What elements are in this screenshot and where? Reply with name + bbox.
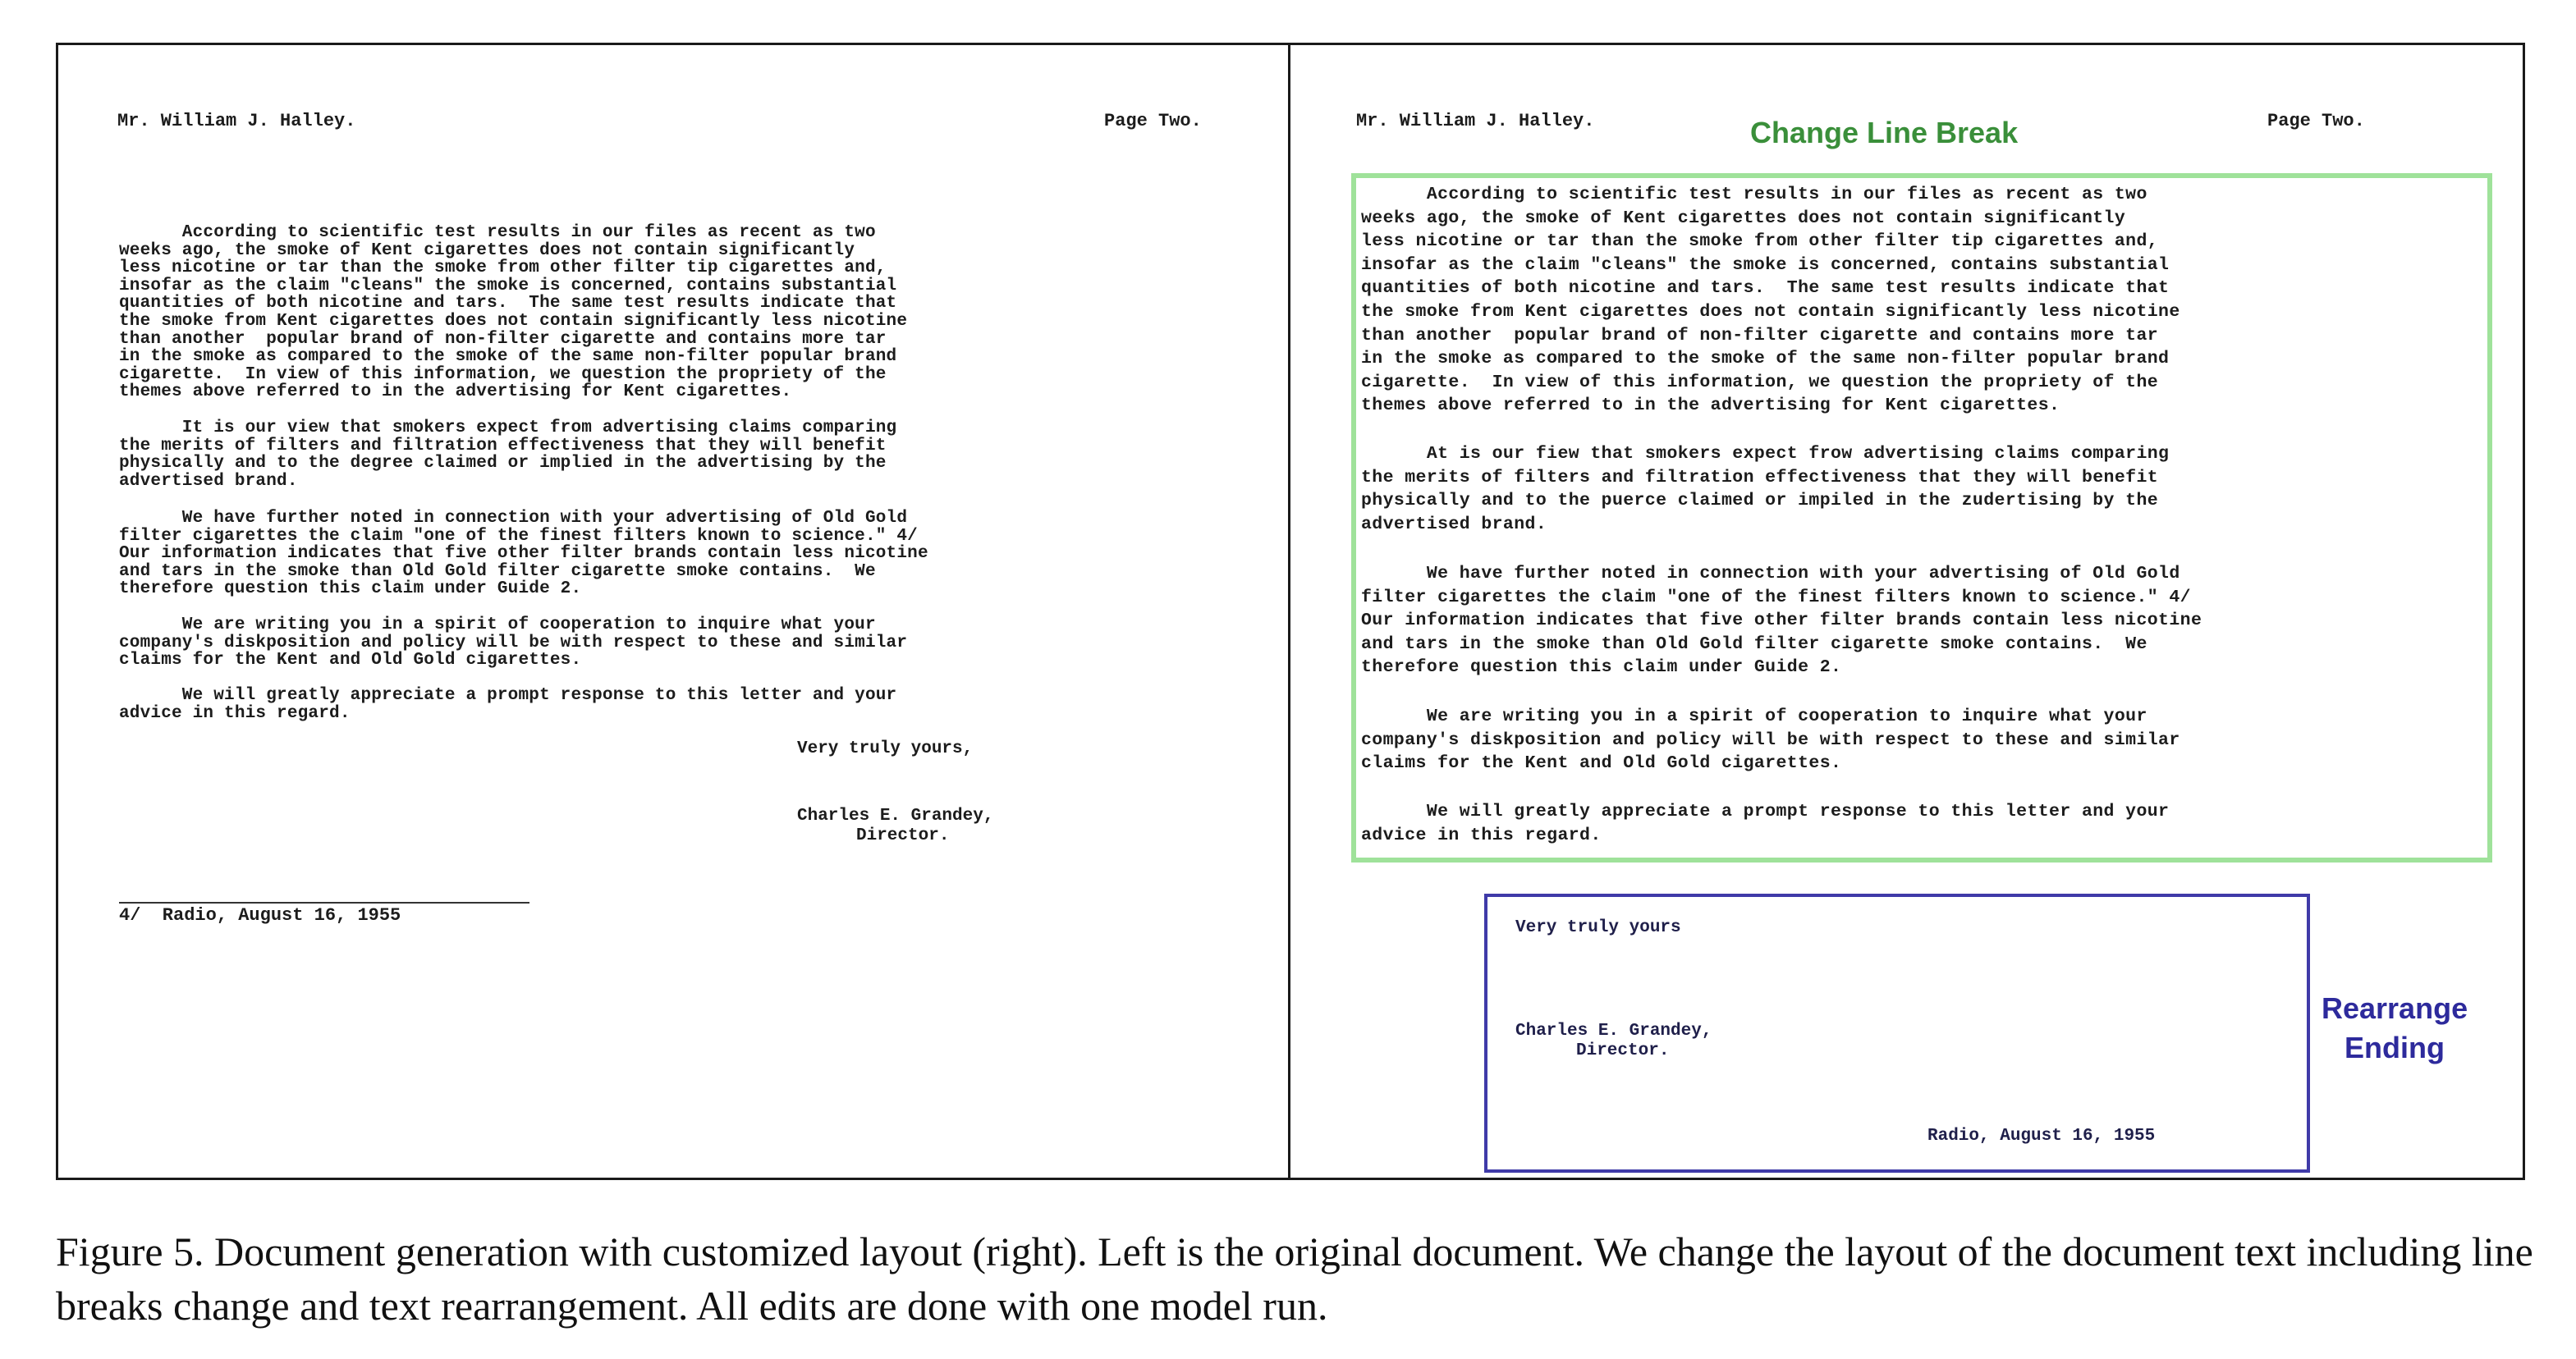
- right-paragraph-5: We will greatly appreciate a prompt response to this letter and your advice in this regard.: [1361, 802, 2170, 845]
- generated-document-panel: [1290, 45, 2523, 1178]
- figure-panels: [56, 43, 2525, 1180]
- right-footnote: Radio, August 16, 1955: [1927, 1127, 2156, 1146]
- left-paragraph-4: We are writing you in a spirit of cooperation to inquire what your company's diskposition and policy will be with respect to these and similar claims for the Kent and Old Gold cigarettes.: [119, 615, 908, 670]
- original-document-panel: [58, 45, 1290, 1178]
- right-header-page: Page Two.: [2267, 111, 2365, 131]
- rearrange-ending-label: Rearrange Ending: [2322, 991, 2468, 1064]
- left-paragraph-3: We have further noted in connection with your advertising of Old Gold filter cigarettes the claim "one of the finest filters known to science." 4/ Our information indicates that five other filter brands contain less nicotine and tars in the smoke than Old Gold filter cigarette smoke contains. We therefore question this claim under Guide 2.: [119, 509, 928, 599]
- right-signature-title: Director.: [1576, 1041, 1670, 1060]
- right-header-name: Mr. William J. Halley.: [1356, 111, 1595, 131]
- right-paragraph-4: We are writing you in a spirit of cooperation to inquire what your company's diskposition and policy will be with respect to these and similar claims for the Kent and Old Gold cigarettes.: [1361, 707, 2180, 774]
- left-signature-title: Director.: [856, 826, 950, 845]
- right-paragraph-1: According to scientific test results in our files as recent as two weeks ago, the smoke of Kent cigarettes does not contain significantly less nicotine or tar than the smoke from other filter tip cigarettes and, insofar as the claim "cleans" the smoke is concerned, contains substantial quantities of both nicotine and tars. The same test results indicate that the smoke from Kent cigarettes does not contain significantly less nicotine than another popular brand of non-filter cigarette and contains more tar in the smoke as compared to the smoke of the same non-filter popular brand cigarette. In view of this information, we question the propriety of the themes above referred to in the advertising for Kent cigarettes.: [1361, 185, 2180, 416]
- left-header-name: Mr. William J. Halley.: [117, 111, 356, 131]
- figure-caption: Figure 5. Document generation with customized layout (right). Left is the original document. We change the layout of the document text including line breaks change and text rearrangement. All edits are done with one model run.: [56, 1229, 2533, 1329]
- left-signature-name: Charles E. Grandey,: [797, 807, 994, 826]
- left-footnote: 4/ Radio, August 16, 1955: [119, 905, 401, 926]
- change-line-break-label: Change Line Break: [1750, 116, 2019, 149]
- right-signature-name: Charles E. Grandey,: [1515, 1022, 1712, 1041]
- left-closing: Very truly yours,: [797, 739, 974, 758]
- left-paragraph-1: According to scientific test results in our files as recent as two weeks ago, the smoke of Kent cigarettes does not contain significantly less nicotine or tar than the smoke from other filter tip cigarettes and, insofar as the claim "cleans" the smoke is concerned, contains substantial quantities of both nicotine and tars. The same test results indicate that the smoke from Kent cigarettes does not contain significantly less nicotine than another popular brand of non-filter cigarette and contains more tar in the smoke as compared to the smoke of the same non-filter popular brand cigarette. In view of this information, we question the propriety of the themes above referred to in the advertising for Kent cigarettes.: [119, 223, 908, 402]
- right-paragraph-2: At is our fiew that smokers expect frow advertising claims comparing the merits of filters and filtration effectiveness that they will benefit physically and to the puerce claimed or impiled in the zudertising by the advertised brand.: [1361, 444, 2170, 534]
- right-closing: Very truly yours: [1515, 918, 1681, 937]
- right-paragraph-3: We have further noted in connection with your advertising of Old Gold filter cigarettes the claim "one of the finest filters known to science." 4/ Our information indicates that five other filter brands contain less nicotine and tars in the smoke than Old Gold filter cigarette smoke contains. We therefore question this claim under Guide 2.: [1361, 564, 2202, 678]
- left-paragraph-5: We will greatly appreciate a prompt response to this letter and your advice in this regard.: [119, 686, 897, 723]
- left-paragraph-2: It is our view that smokers expect from advertising claims comparing the merits of filters and filtration effectiveness that they will benefit physically and to the degree claimed or implied in the advertising by the advertised brand.: [119, 419, 897, 491]
- footnote-rule: [119, 902, 529, 904]
- rearranged-ending-box: [1484, 894, 2310, 1173]
- left-header-page: Page Two.: [1104, 111, 1202, 131]
